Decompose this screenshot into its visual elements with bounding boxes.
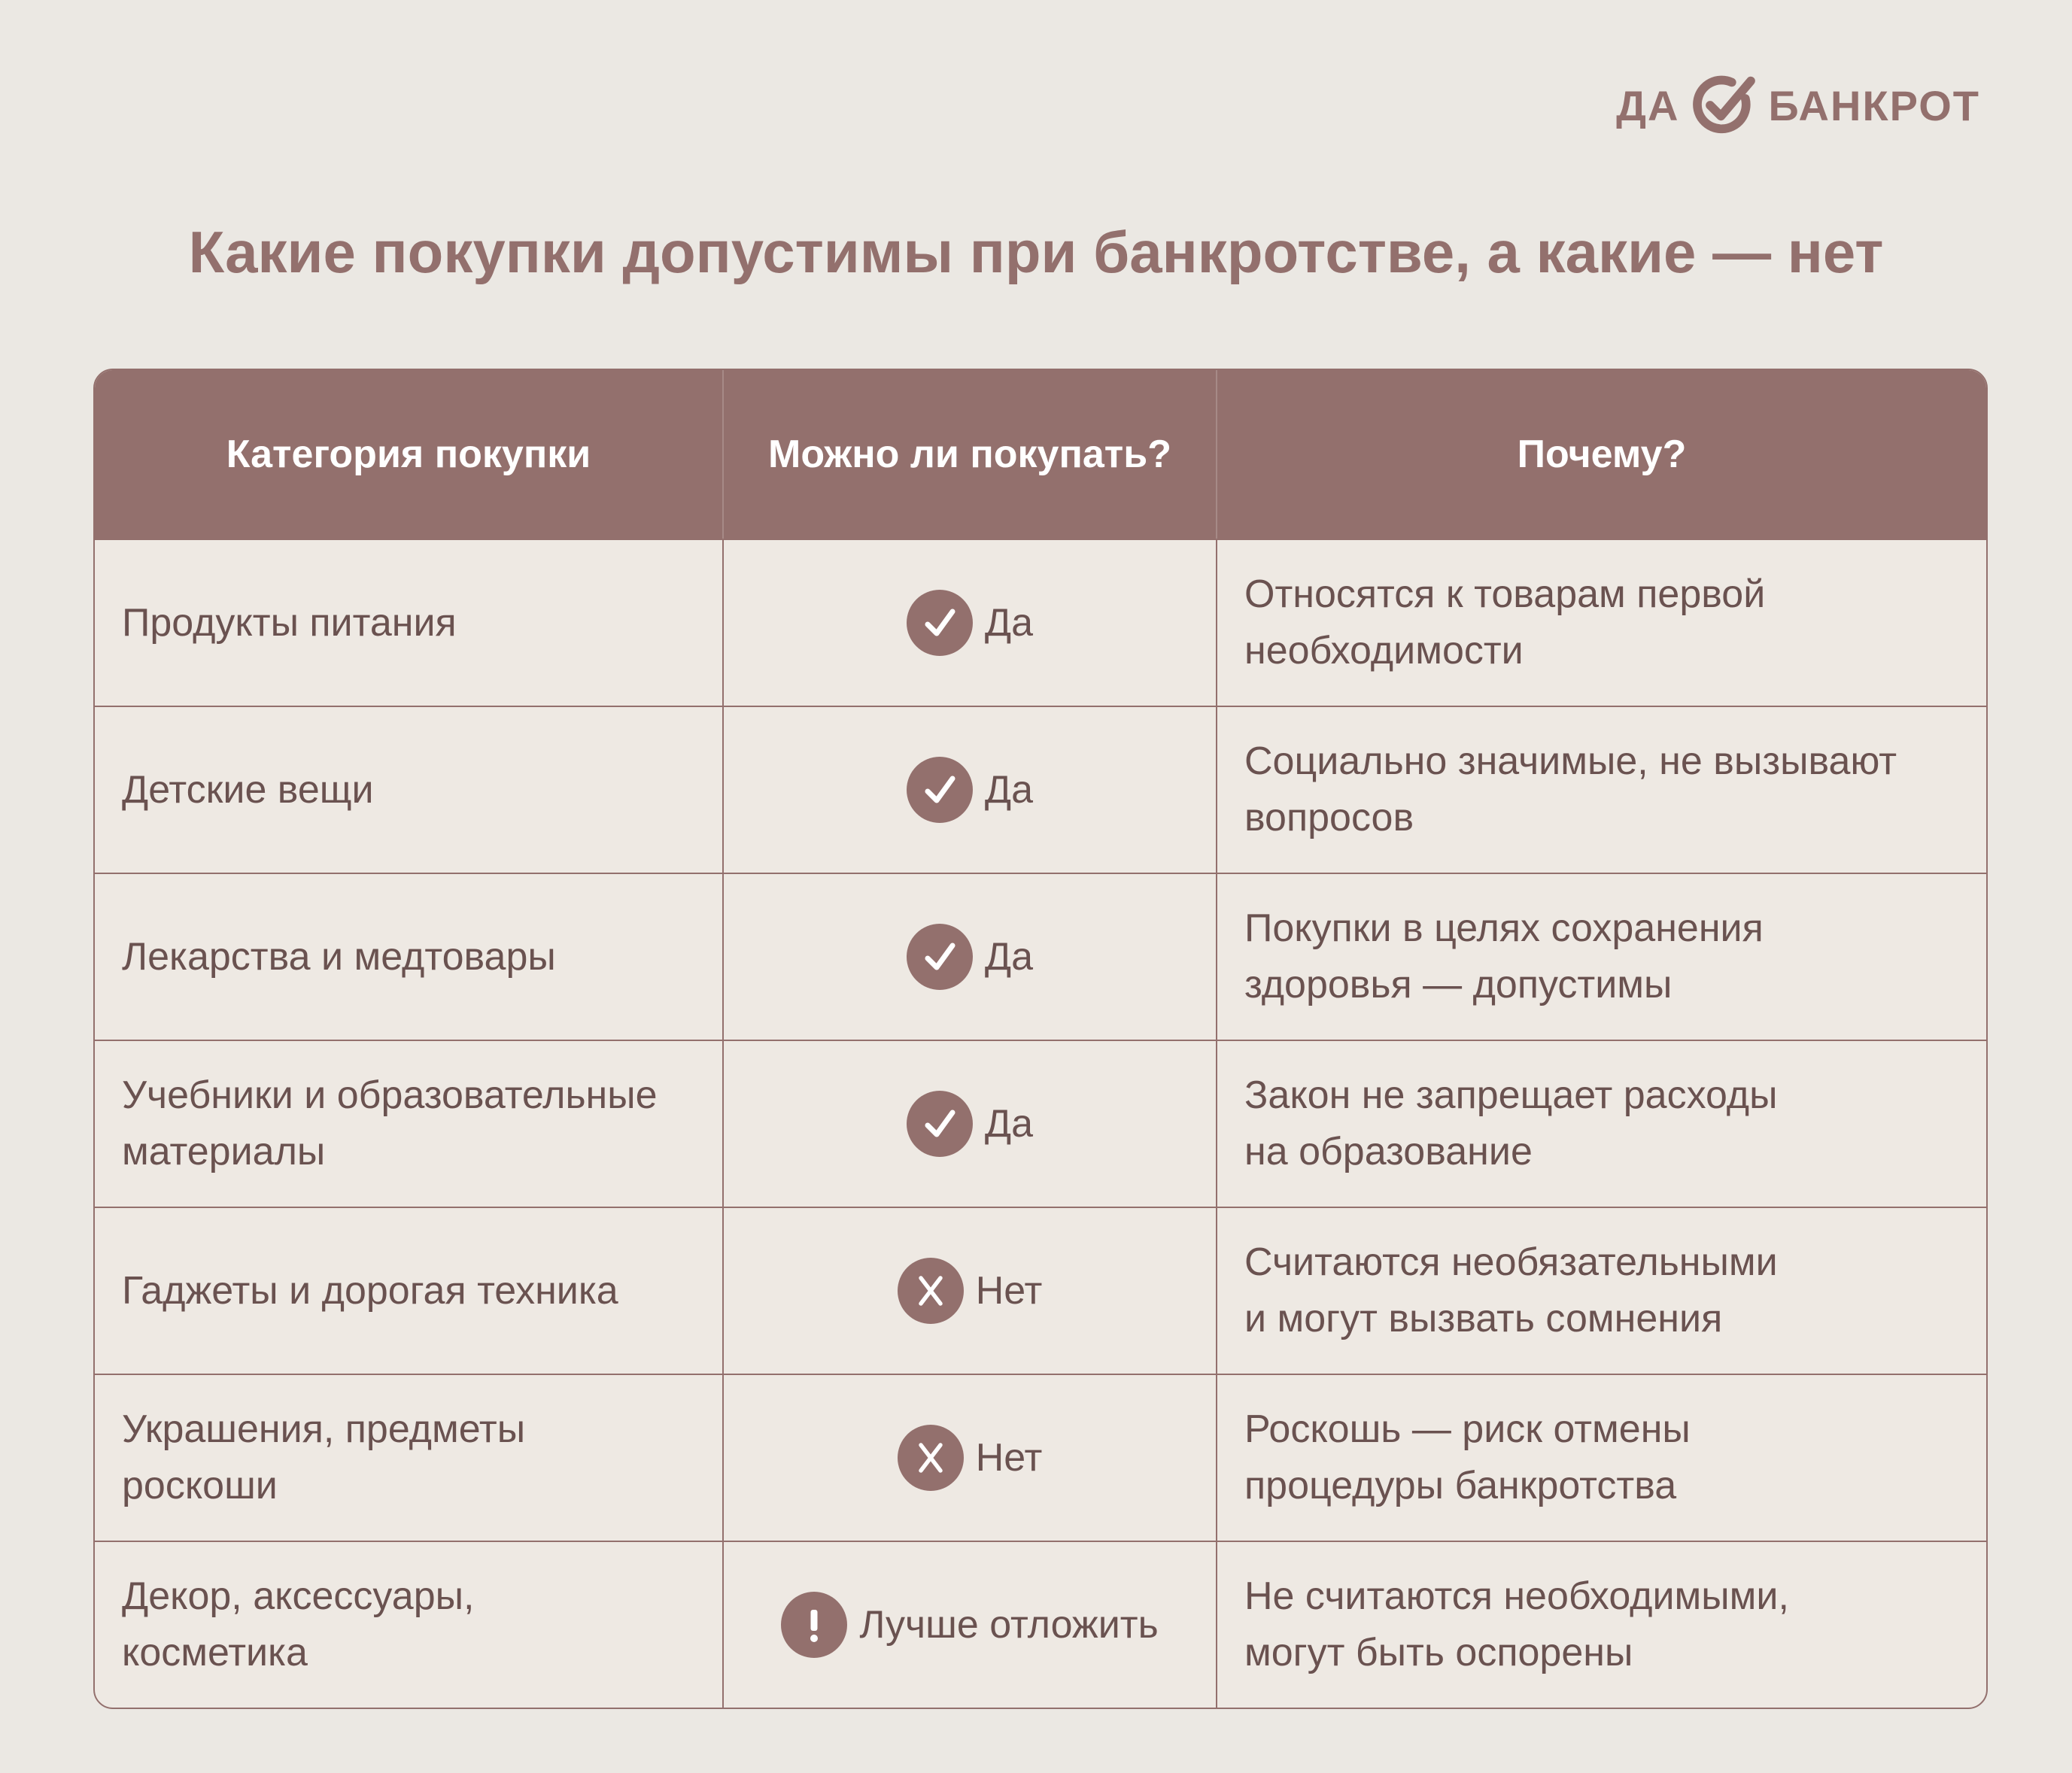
exclamation-icon	[781, 1592, 847, 1658]
reason-text: Роскошь — риск отмены процедуры банкротства	[1244, 1407, 1691, 1507]
allowed-cell	[722, 540, 1216, 706]
answer-text: Да	[984, 1102, 1034, 1146]
category-cell	[95, 1041, 722, 1207]
table-row	[95, 1040, 1986, 1207]
category-text: Продукты питания	[122, 600, 457, 645]
check-icon	[907, 757, 973, 823]
status-badge	[898, 1258, 1043, 1324]
reason-text: Закон не запрещает расходы на образование	[1244, 1073, 1778, 1173]
reason-cell	[1216, 540, 1986, 706]
allowed-cell	[722, 1542, 1216, 1708]
brand-left: ДА	[1616, 81, 1680, 129]
category-text: Гаджеты и дорогая техника	[122, 1268, 618, 1313]
page-title: Какие покупки допустимы при банкротстве, а какие — нет	[188, 219, 1884, 285]
answer-text: Нет	[975, 1269, 1043, 1313]
table-row	[95, 539, 1986, 706]
table-row	[95, 1541, 1986, 1708]
status-badge	[898, 1425, 1043, 1491]
status-badge	[907, 590, 1033, 656]
check-circle-logo-icon	[1690, 71, 1758, 139]
reason-cell	[1216, 1375, 1986, 1541]
reason-cell	[1216, 1208, 1986, 1374]
category-cell	[95, 1375, 722, 1541]
allowed-cell	[722, 1375, 1216, 1541]
answer-text: Да	[984, 935, 1034, 979]
category-cell	[95, 1208, 722, 1374]
x-icon	[898, 1425, 964, 1491]
reason-cell	[1216, 707, 1986, 873]
header-reason: Почему?	[1216, 370, 1986, 539]
reason-text: Считаются необязательными и могут вызвать сомнения	[1244, 1240, 1778, 1340]
allowed-cell	[722, 874, 1216, 1040]
check-icon	[907, 1091, 973, 1157]
brand-right: БАНКРОТ	[1768, 81, 1980, 129]
answer-text: Нет	[975, 1436, 1043, 1480]
category-cell	[95, 707, 722, 873]
reason-cell	[1216, 874, 1986, 1040]
check-icon	[907, 590, 973, 656]
table-row	[95, 706, 1986, 873]
answer-text: Да	[984, 601, 1034, 645]
reason-text: Не считаются необходимыми, могут быть оспорены	[1244, 1574, 1789, 1674]
purchases-table	[93, 369, 1988, 1709]
category-text: Лекарства и медтовары	[122, 934, 556, 979]
table-row	[95, 873, 1986, 1040]
reason-text: Социально значимые, не вызывают вопросов	[1244, 739, 1897, 839]
table-row	[95, 1374, 1986, 1541]
header-allowed: Можно ли покупать?	[722, 370, 1216, 539]
status-badge	[781, 1592, 1158, 1658]
status-badge	[907, 1091, 1033, 1157]
answer-text: Лучше отложить	[859, 1603, 1159, 1647]
reason-cell	[1216, 1041, 1986, 1207]
category-text: Учебники и образовательные материалы	[122, 1073, 658, 1173]
category-text: Декор, аксессуары, косметика	[122, 1574, 475, 1674]
table-header	[95, 370, 1986, 539]
category-text: Украшения, предметы роскоши	[122, 1407, 526, 1507]
table-row	[95, 1207, 1986, 1374]
category-text: Детские вещи	[122, 767, 374, 812]
allowed-cell	[722, 707, 1216, 873]
reason-cell	[1216, 1542, 1986, 1708]
header-category: Категория покупки	[226, 433, 591, 476]
category-cell	[95, 874, 722, 1040]
category-cell	[95, 1542, 722, 1708]
x-icon	[898, 1258, 964, 1324]
allowed-cell	[722, 1208, 1216, 1374]
category-cell	[95, 540, 722, 706]
check-icon	[907, 924, 973, 990]
status-badge	[907, 757, 1033, 823]
reason-text: Покупки в целях сохранения здоровья — допустимы	[1244, 906, 1764, 1006]
brand-logo	[1616, 71, 1980, 139]
reason-text: Относятся к товарам первой необходимости	[1244, 572, 1766, 672]
answer-text: Да	[984, 768, 1034, 812]
status-badge	[907, 924, 1033, 990]
allowed-cell	[722, 1041, 1216, 1207]
